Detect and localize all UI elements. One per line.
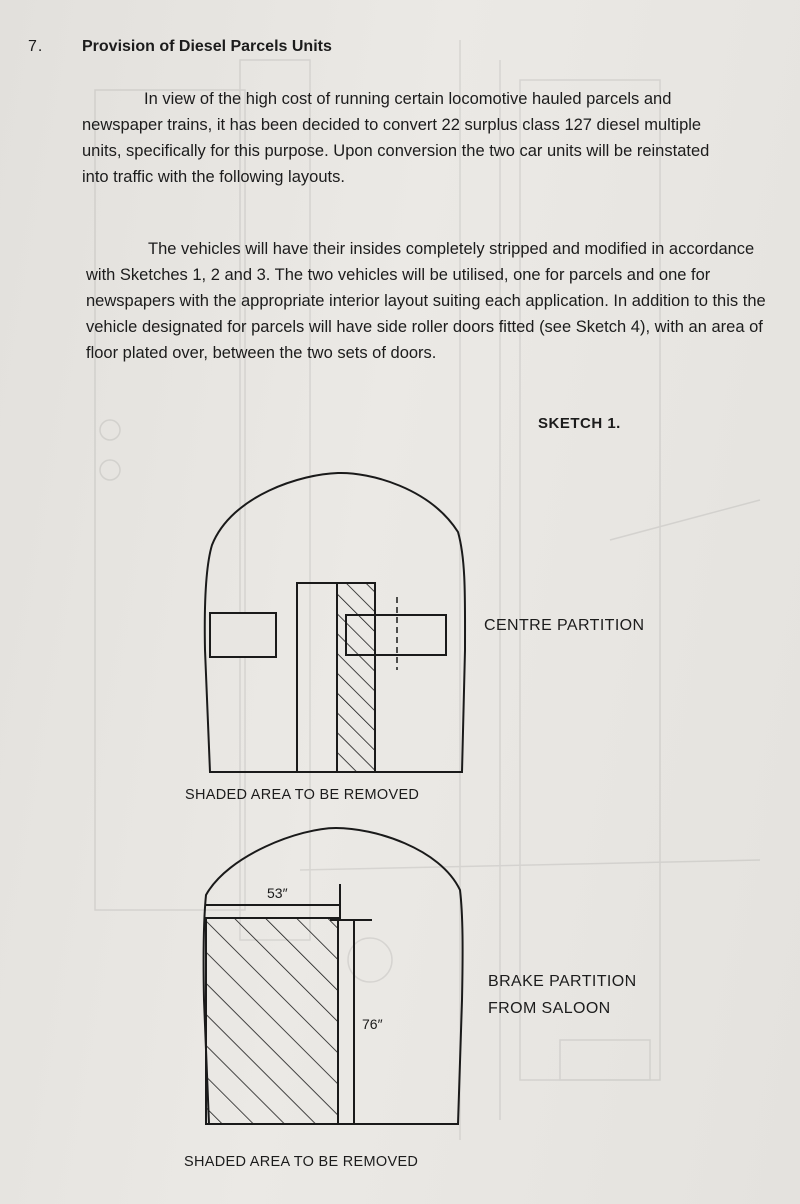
removed-brake-area [206,918,338,1124]
height-dimension-label: 76″ [362,1016,383,1032]
centre-partition-caption: SHADED AREA TO BE REMOVED [185,787,420,803]
width-dimension-label: 53″ [267,885,288,901]
section-number: 7. [28,38,44,55]
brake-partition-label-line2: FROM SALOON [488,1000,611,1017]
centre-partition-label: CENTRE PARTITION [484,617,645,634]
section-title: Provision of Diesel Parcels Units [82,38,332,55]
sketch-title: SKETCH 1. [538,415,621,432]
brake-partition-label [488,968,637,1022]
brake-partition-caption: SHADED AREA TO BE REMOVED [184,1154,419,1170]
paragraph-2: The vehicles will have their insides completely stripped and modified in accordance with Sketches 1, 2 and 3. The two vehicles will be utilised, one for parcels and one for newspapers with the appropriate interior layout suiting each application. In addition to this the vehicle designated for parcels will have side roller doors fitted (see Sketch 4), with an area of floor plated over, between the two sets of doors. [86,240,766,362]
paragraph-1: In view of the high cost of running certain locomotive hauled parcels and newspaper trains, it has been decided to convert 22 surplus class 127 diesel multiple units, specifically for this purpose. Upon conversion the two car units will be reinstated into traffic with the following layouts. [82,90,710,186]
brake-partition-label-line1: BRAKE PARTITION [488,973,637,990]
